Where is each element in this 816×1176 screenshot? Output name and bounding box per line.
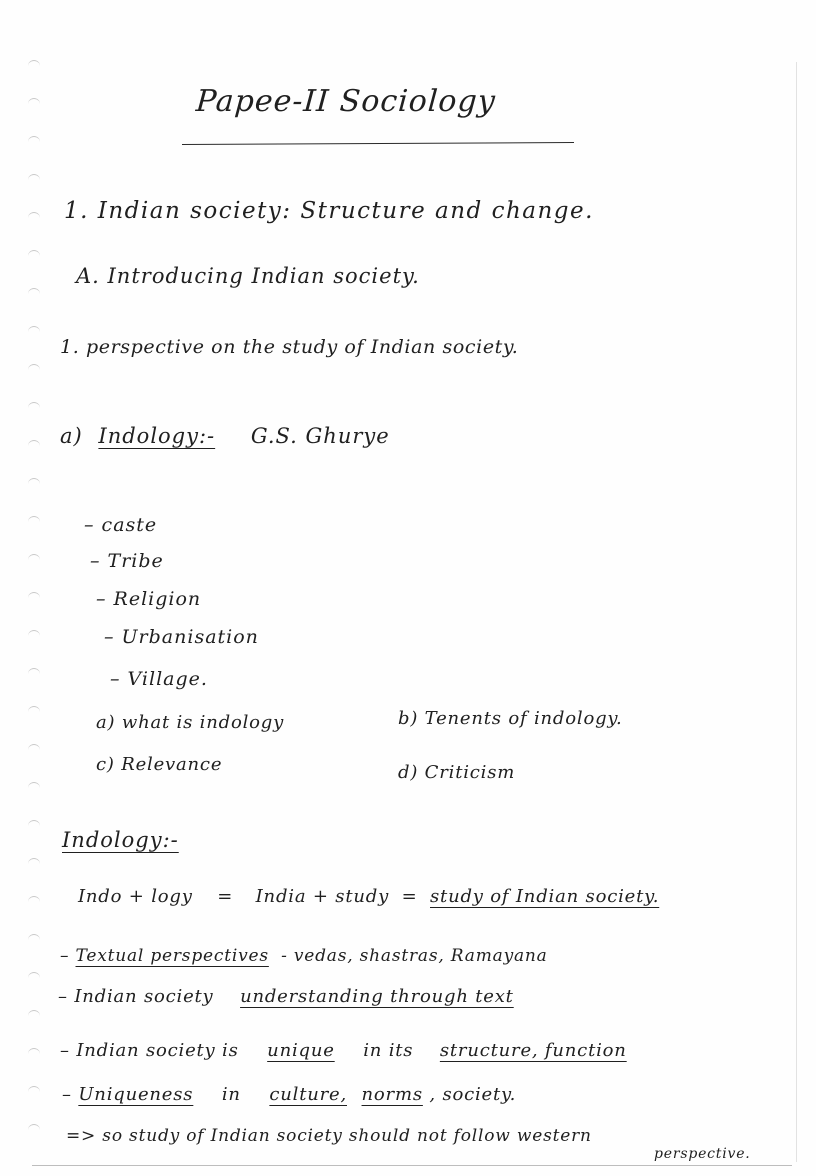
margin-mark bbox=[28, 820, 40, 827]
point-conclusion-end: perspective. bbox=[654, 1146, 751, 1162]
margin-mark bbox=[28, 516, 40, 523]
margin-mark bbox=[28, 554, 40, 561]
margin-mark bbox=[28, 136, 40, 143]
subpart-c: c) Relevance bbox=[96, 754, 223, 775]
subpart-b: b) Tenents of indology. bbox=[398, 708, 623, 729]
topic-item: – Religion bbox=[96, 588, 202, 610]
point-uniqueness-culture: culture, bbox=[269, 1084, 347, 1105]
margin-mark bbox=[28, 212, 40, 219]
point-uniqueness: – Uniqueness in culture, norms , society. bbox=[62, 1084, 517, 1105]
subpart-d: d) Criticism bbox=[398, 762, 516, 783]
subpart-a: a) what is indology bbox=[96, 712, 285, 733]
topic-item: – Village. bbox=[110, 668, 208, 690]
margin-mark bbox=[28, 858, 40, 865]
topic-item: – Urbanisation bbox=[104, 626, 259, 648]
indology-heading bbox=[60, 424, 390, 448]
point-conclusion: => so study of Indian society should not follow western bbox=[66, 1126, 592, 1146]
section-heading-perspective: 1. perspective on the study of Indian society. bbox=[60, 336, 519, 358]
point-unique-word: unique bbox=[267, 1040, 335, 1061]
margin-mark bbox=[28, 60, 40, 67]
point-understanding-text: understanding through text bbox=[240, 986, 514, 1007]
point-unique-prefix: Indian society is bbox=[76, 1040, 239, 1061]
point-unique-mid: in its bbox=[363, 1040, 414, 1061]
point-unique: – Indian society is unique in its structure, function bbox=[60, 1040, 627, 1061]
margin-mark bbox=[28, 782, 40, 789]
margin-mark bbox=[28, 972, 40, 979]
point-uniqueness-label: Uniqueness bbox=[78, 1084, 194, 1105]
point-uniqueness-mid: in bbox=[221, 1084, 241, 1105]
margin-mark bbox=[28, 592, 40, 599]
section-heading-a: A. Introducing Indian society. bbox=[76, 264, 420, 288]
definition-equals: = bbox=[217, 886, 234, 907]
margin-mark bbox=[28, 288, 40, 295]
margin-mark bbox=[28, 934, 40, 941]
page-title: Papee-II Sociology bbox=[194, 84, 497, 119]
definition-left: Indo + logy bbox=[78, 886, 193, 907]
margin-mark bbox=[28, 1010, 40, 1017]
page-edge-line bbox=[796, 62, 797, 1162]
margin-mark bbox=[28, 174, 40, 181]
margin-mark bbox=[28, 668, 40, 675]
title-underline bbox=[182, 142, 574, 145]
point-textual: – Textual perspectives - vedas, shastras, Ramayana bbox=[60, 946, 548, 966]
margin-mark bbox=[28, 896, 40, 903]
margin-mark bbox=[28, 478, 40, 485]
point-textual-rest: - vedas, shastras, Ramayana bbox=[281, 946, 548, 966]
bottom-edge-line bbox=[32, 1165, 792, 1166]
indology-label: Indology:- bbox=[98, 424, 216, 448]
definition-line bbox=[78, 886, 659, 907]
topic-item: – Tribe bbox=[90, 550, 164, 572]
point-understanding-prefix: Indian society bbox=[74, 986, 214, 1007]
margin-mark bbox=[28, 326, 40, 333]
point-understanding: – Indian society understanding through text bbox=[58, 986, 514, 1007]
topic-item: – caste bbox=[84, 514, 158, 536]
margin-mark bbox=[28, 1124, 40, 1131]
section-heading-1: 1. Indian society: Structure and change. bbox=[64, 198, 594, 224]
margin-mark bbox=[28, 706, 40, 713]
definition-middle: India + study bbox=[255, 886, 390, 907]
margin-mark bbox=[28, 250, 40, 257]
point-textual-label: Textual perspectives bbox=[75, 946, 269, 966]
indology-section-title: Indology:- bbox=[62, 828, 179, 852]
margin-mark bbox=[28, 1086, 40, 1093]
margin-mark bbox=[28, 1048, 40, 1055]
margin-mark bbox=[28, 744, 40, 751]
indology-number: a) bbox=[60, 424, 83, 448]
margin-mark bbox=[28, 364, 40, 371]
margin-mark bbox=[28, 98, 40, 105]
definition-equals: = bbox=[401, 886, 418, 907]
point-uniqueness-rest: , society. bbox=[429, 1084, 517, 1105]
margin-mark bbox=[28, 630, 40, 637]
margin-mark bbox=[28, 440, 40, 447]
margin-mark bbox=[28, 402, 40, 409]
point-unique-structure: structure, function bbox=[439, 1040, 627, 1061]
definition-right: study of Indian society. bbox=[430, 886, 660, 907]
page-margin-marks bbox=[28, 60, 42, 1160]
point-uniqueness-norms: norms bbox=[361, 1084, 423, 1105]
indology-author: G.S. Ghurye bbox=[250, 424, 390, 448]
